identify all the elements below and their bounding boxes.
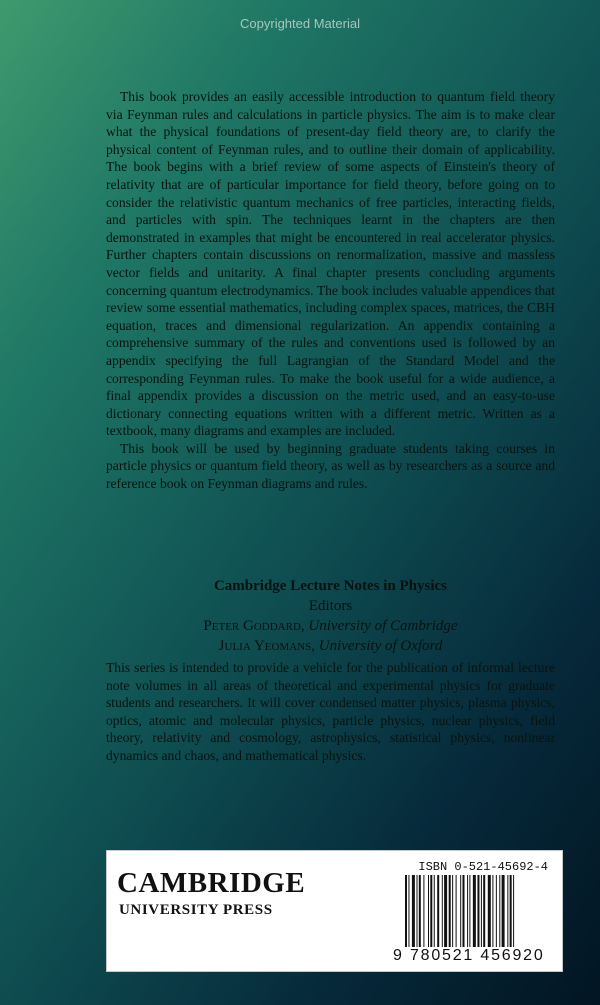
editor-affiliation: University of Oxford: [318, 638, 443, 654]
series-title: Cambridge Lecture Notes in Physics: [213, 578, 448, 594]
publisher-imprint-box: [106, 850, 563, 972]
editor-name: Peter Goddard: [203, 618, 301, 634]
editor-affiliation: University of Cambridge: [308, 618, 458, 634]
editor-line: Peter Goddard, University of Cambridge: [203, 618, 458, 634]
barcode-icon: [405, 875, 545, 947]
blurb-paragraph: This book provides an easily accessible introduction to quantum field theory via Feynman rules and calculations in particle physics. The aim is to make clear what the physical foundations of present-day field theory are, to clarify the physical content of Feynman rules, and to outline their domain of applicability. The book begins with a brief review of some aspects of Einstein's theory of relativity that are of particular importance for field theory, before going on to consider the relativistic quantum mechanics of free particles, interacting fields, and particles with spin. The techniques learnt in the chapters are then demonstrated in examples that might be encountered in real accelerator physics. Further chapters contain discussions on renormalization, massive and massless vector fields and unitarity. A final chapter presents concluding arguments concerning quantum electrodynamics. The book includes valuable appendices that review some essential mathematics, including complex spaces, matrices, the CBH equation, traces and dimensional regularization. An appendix containing a comprehensive summary of the rules and conventions used is followed by an appendix specifying the full Lagrangian of the Standard Model and the corresponding Feynman rules. To make the book useful for a wide audience, a final appendix provides a discussion on the metric used, and an easy-to-use dictionary connecting equations written with a different metric. Written as a textbook, many diagrams and examples are included.: [106, 89, 555, 439]
series-description: This series is intended to provide a vehicle for the publication of informal lecture note volumes in all areas of theoretical and experimental physics for graduate students and researchers. It will cover condensed matter physics, plasma physics, optics, atomic and molecular physics, particle physics, nuclear physics, field theory, relativity and cosmology, astrophysics, statistical physics, nonlinear dynamics and chaos, and mathematical physics.: [106, 660, 555, 763]
publisher-logo-subtitle: UNIVERSITY PRESS: [119, 902, 273, 918]
publisher-logo-name: CAMBRIDGE: [117, 867, 306, 899]
watermark-text: Copyrighted Material: [240, 16, 360, 31]
barcode-digits: 9 780521 456920: [393, 947, 545, 964]
editor-line: Julia Yeomans, University of Oxford: [218, 638, 443, 654]
series-info: [106, 576, 555, 656]
editors-label: Editors: [308, 598, 353, 614]
back-cover-blurb: [106, 88, 555, 493]
isbn-label: ISBN 0-521-45692-4: [418, 860, 548, 874]
blurb-paragraph: This book will be used by beginning graduate students taking courses in particle physics or quantum field theory, as well as by researchers as a source and reference book on Feynman diagrams and rules.: [106, 440, 555, 492]
editor-name: Julia Yeomans: [218, 638, 312, 654]
